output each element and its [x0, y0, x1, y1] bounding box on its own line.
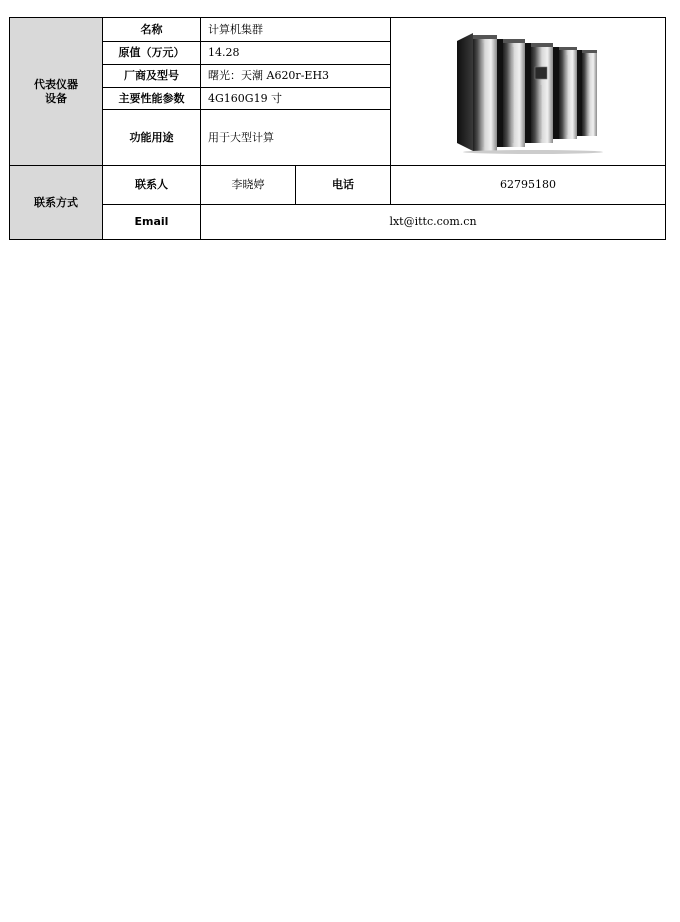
- original-value-value: 14.28: [201, 42, 391, 65]
- contact-person-label: 联系人: [103, 166, 201, 205]
- equipment-group-text: 代表仪器 设备: [34, 77, 78, 105]
- equipment-photo-cell: [391, 18, 666, 166]
- manufacturer-model-value: 曙光：天潮 A620r-EH3: [201, 65, 391, 88]
- function-use-value: 用于大型计算: [201, 110, 391, 166]
- equipment-info-table: [9, 17, 666, 240]
- phone-value: 62795180: [391, 166, 666, 205]
- performance-params-label: 主要性能参数: [103, 88, 201, 110]
- email-label: Email: [103, 205, 201, 240]
- equipment-group-label: [10, 18, 103, 166]
- name-value: 计算机集群: [201, 18, 391, 42]
- email-value[interactable]: lxt@ittc.com.cn: [201, 205, 666, 240]
- phone-label: 电话: [296, 166, 391, 205]
- contact-group-label: 联系方式: [10, 166, 103, 240]
- original-value-label: 原值（万元）: [103, 42, 201, 65]
- server-rack-photo: [453, 29, 603, 155]
- performance-params-value: 4G160G19 寸: [201, 88, 391, 110]
- function-use-label: 功能用途: [103, 110, 201, 166]
- manufacturer-model-label: 厂商及型号: [103, 65, 201, 88]
- name-label: 名称: [103, 18, 201, 42]
- contact-person-value: 李晓婷: [201, 166, 296, 205]
